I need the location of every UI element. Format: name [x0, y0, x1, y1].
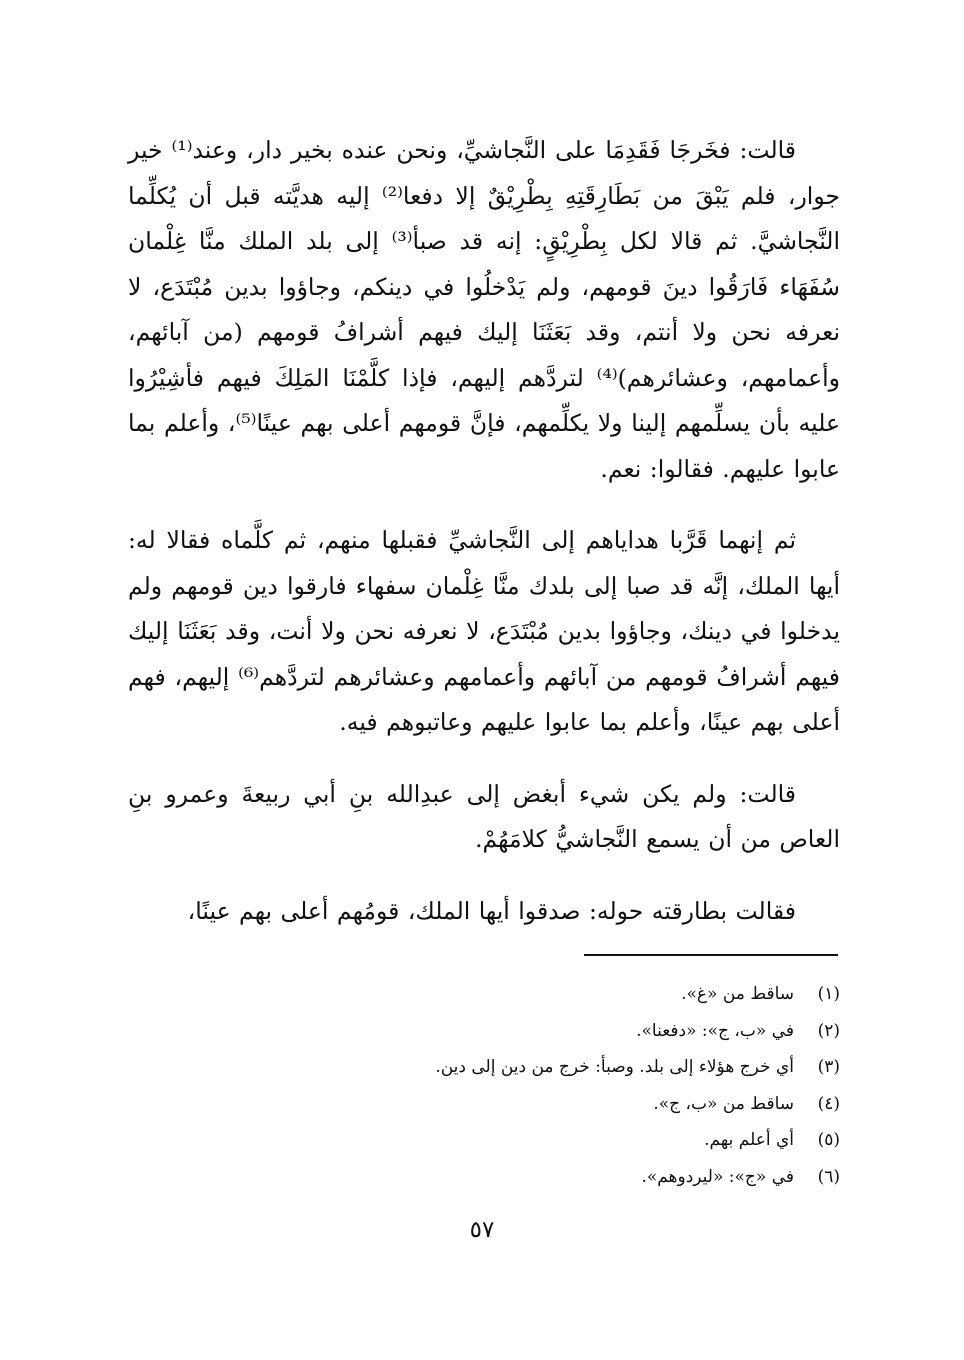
footnote-number: (٢) [817, 1020, 840, 1041]
footnote-text: ساقط من «غ». [681, 984, 794, 1004]
footnote-number: (٣) [817, 1057, 840, 1077]
footnote-3 [128, 1049, 840, 1086]
footnote-number: (٥) [817, 1130, 840, 1150]
footnote-text: أي أعلم بهم. [704, 1130, 794, 1150]
footnote-number: (٦) [817, 1166, 840, 1187]
footnote-number: (٤) [817, 1093, 840, 1114]
main-text [128, 128, 840, 960]
paragraph-4: فقالت بطارقته حوله: صدقوا أيها الملك، قومُهم أعلى بهم عينًا، [187, 896, 796, 925]
footnote-number: (١) [817, 984, 840, 1004]
footnote-text: أي خرج هؤلاء إلى بلد. وصبأ: خرج من دين إلى دين. [435, 1057, 794, 1077]
footnote-4 [128, 1086, 840, 1123]
footnote-2 [128, 1013, 840, 1050]
footnote-text: ساقط من «ب، ج». [653, 1093, 794, 1114]
paragraph-1: قالت: فخَرجَا فَقَدِمَا على النَّجاشيِّ، ونحن عنده بخير دار، وعند⁽¹⁾ خير جوار، فلم يَبْقَ من بَطَارِقَتِهِ بِطْرِيْقٌ إلا دفعا⁽²⁾ إليه هديَّته قبل أن يُكلِّما النَّجاشيَّ. ثم قالا لكل بِطْرِيْقٍ: إنه قد صبأ⁽³⁾ إلى بلد الملك منَّا غِلْمان سُفَهَاء فَارَقُوا دينَ قومهم، ولم يَدْخلُوا في دينكم، وجاؤوا بدين مُبْتَدَع، لا نعرفه نحن ولا أنتم، وقد بَعَثَنَا إليك فيهم أشرافُ قومهم (من آبائهم، وأعمامهم، وعشائرهم)⁽⁴⁾ لتردَّهم إليهم، فإذا كلَّمْنَا المَلِكَ فيهم فأشِيْرُوا عليه بأن يسلِّمهم إلينا ولا يكلِّمهم، فإنَّ قومهم أعلى بهم عينًا⁽⁵⁾، وأعلم بما عابوا عليهم. فقالوا: نعم. [128, 136, 841, 483]
paragraph-2: ثم إنهما قَرَّبا هداياهم إلى النَّجاشيِّ فقبلها منهم، ثم كلَّماه فقالا له: أيها الملك، إنَّه قد صبا إلى بلدك منَّا غِلْمان سفهاء فارقوا دين قومهم ولم يدخلوا في دينك، وجاؤوا بدين مُبْتَدَع، لا نعرفه نحن ولا أنت، وقد بَعَثَنَا إليك فيهم أشرافُ قومهم من آبائهم وأعمامهم وعشائرهم لتردَّهم⁽⁶⁾ إليهم، فهم أعلى بهم عينًا، وأعلم بما عابوا عليهم وعاتبوهم فيه. [128, 526, 840, 736]
footnote-text: في «ج»: «ليردوهم». [641, 1166, 794, 1187]
footnote-text: في «ب، ج»: «دفعنا». [636, 1020, 794, 1041]
page-number: ٥٧ [469, 1217, 495, 1243]
paragraph-3: قالت: ولم يكن شيء أبغض إلى عبدِالله بنِ أبي ربيعةَ وعمرو بنِ العاص من أن يسمع النَّجاشيُّ كلامَهُمْ. [128, 779, 840, 853]
footnote-5 [128, 1122, 840, 1159]
footnote-6 [128, 1159, 840, 1196]
footnote-separator [584, 954, 838, 956]
footnotes [128, 976, 840, 1195]
footnote-1 [128, 976, 840, 1013]
